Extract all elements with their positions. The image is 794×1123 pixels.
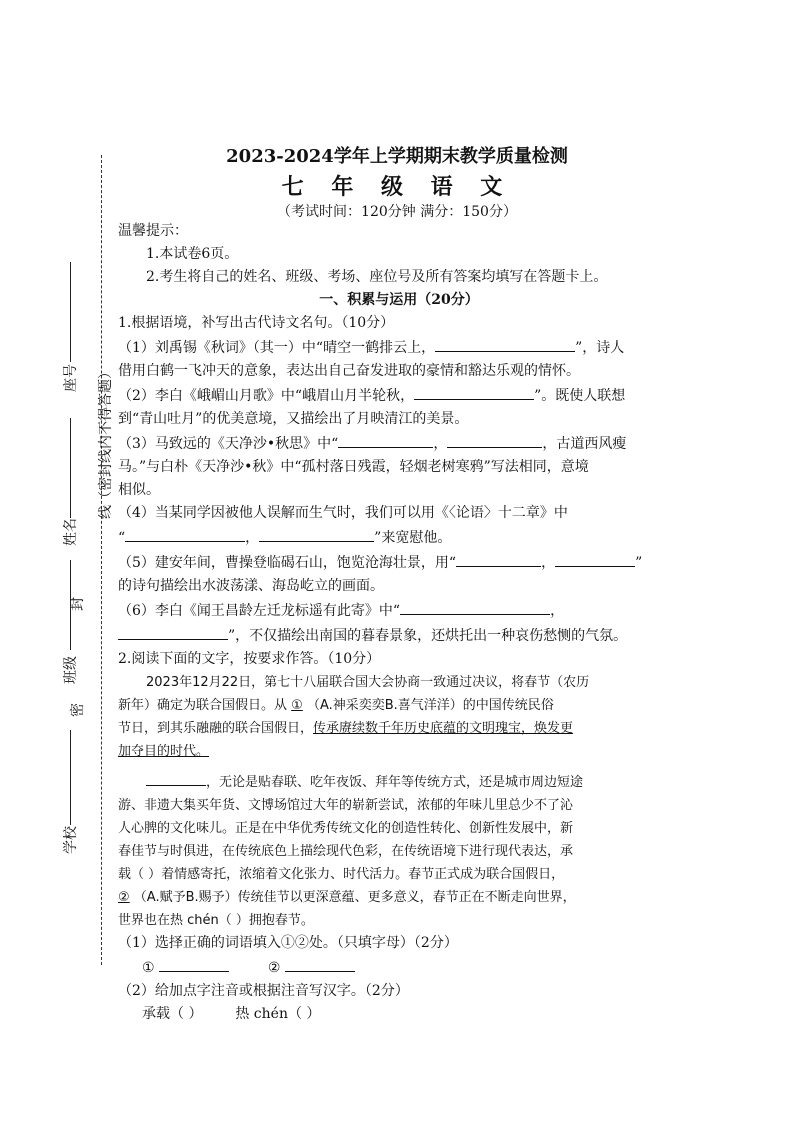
q1-line: （6）李白《闻王昌龄左迁龙标遥有此寄》中“ (118, 603, 401, 619)
passage-line: 世界也在热 chén（ ）拥抱春节。 (118, 913, 314, 928)
subquestion: （1）选择正确的词语填入①②处。（只填字母）（2分） (118, 935, 458, 951)
answer-blank[interactable] (400, 598, 550, 615)
blank-marker-1: ① (291, 698, 303, 713)
reading-passage (118, 671, 680, 932)
q1-line: ” (635, 555, 643, 571)
section-heading: 一、积累与运用（20分） (319, 292, 479, 308)
tip-item: 1.本试卷6页。 (146, 246, 239, 262)
exam-title: 2023-2024学年上学期期末教学质量检测 (226, 146, 568, 167)
q1-line: ”，诗人 (575, 340, 625, 356)
q1-line: ， (550, 603, 565, 619)
answer-blank[interactable] (555, 550, 635, 567)
q1-line: （3）马致远的《天净沙•秋思》中“ (118, 436, 339, 452)
class-label: 班级 (63, 656, 79, 684)
school-blank (70, 730, 71, 825)
answer-blank[interactable] (435, 335, 575, 352)
passage-line: 2023年12月22日，第七十八届联合国大会协商一致通过决议，将春节（农历 (146, 675, 590, 690)
passage-line: （A.神采奕奕B.喜气洋洋）的中国传统民俗 (306, 698, 554, 713)
underlined-sentence: 加夺目的时代。 (118, 744, 210, 759)
q1-line: ，古道西风瘦 (542, 436, 627, 452)
exam-info: （考试时间：120分钟 满分：150分） (277, 204, 517, 220)
passage-line: 人心脾的文化味儿。正是在中华优秀传统文化的创造性转化、创新性发展中，新 (118, 821, 574, 836)
underlined-sentence: 传承赓续数千年历史底蕴的文明瑰宝，焕发更 (313, 721, 574, 736)
q1-line: ”，不仅描绘出南国的暮春景象，还烘托出一种哀伤愁恻的气氛。 (228, 628, 628, 644)
q1-line: （2）李白《峨嵋山月歌》中“峨眉山月半轮秋， (118, 388, 415, 404)
q1-line: ， (433, 436, 448, 452)
q1-line: ”。既使人联想 (534, 388, 626, 404)
subquestion: （2）给加点字注音或根据注音写汉字。（2分） (118, 983, 409, 999)
school-label: 学校 (63, 826, 79, 854)
q1-line: 借用白鹤一飞冲天的意象，表达出自己奋发进取的豪情和豁达乐观的情怀。 (118, 363, 580, 379)
choice-label: ① (142, 960, 155, 976)
passage-line: 游、非遗大集买年货、文博场馆过大年的崭新尝试，浓郁的年味儿里总少不了沁 (118, 798, 574, 813)
q1-line: 到“青山吐月”的优美意境，又描绘出了月映清江的美景。 (118, 411, 469, 427)
answer-blank[interactable] (259, 525, 374, 542)
name-label: 姓名 (63, 518, 79, 546)
answer-blank[interactable] (118, 623, 228, 640)
binding-line (101, 155, 102, 965)
answer-blank[interactable] (285, 955, 355, 972)
question-stem: 2.阅读下面的文字，按要求作答。（10分） (118, 651, 381, 667)
q1-line: “ (118, 530, 126, 546)
binding-note: 线（密封线内不得答题） (98, 365, 114, 519)
q1-line: （4）当某同学因被他人误解而生气时，我们可以用《〈论语〉十二章》中 (118, 505, 568, 521)
pinyin-item: 热 chén（ ） (235, 1006, 321, 1022)
tip-item: 2.考生将自己的姓名、班级、考场、座位号及所有答案均填写在答题卡上。 (146, 269, 608, 285)
answer-blank[interactable] (456, 550, 541, 567)
passage-line: 载（ ）着情感寄托，浓缩着文化张力、时代活力。春节正式成为联合国假日， (118, 867, 565, 882)
q1-line: 相似。 (118, 482, 160, 498)
q1-line: ”来宽慰他。 (374, 530, 452, 546)
blank-marker-2: ② (118, 890, 130, 905)
passage-line: ，无论是贴春联、吃年夜饭、拜年等传统方式，还是城市周边短途 (206, 775, 584, 790)
passage-line: 新年）确定为联合国假日。从 (118, 698, 288, 713)
answer-blank[interactable] (338, 431, 433, 448)
q1-line: （5）建安年间，曹操登临碣石山，饱览沧海壮景，用“ (118, 555, 457, 571)
question-stem: 1.根据语境，补写出古代诗文名句。（10分） (118, 315, 395, 331)
seat-blank (70, 262, 71, 362)
answer-blank[interactable] (125, 525, 245, 542)
secret-label: 密 (70, 703, 86, 717)
tips-heading: 温馨提示： (118, 223, 188, 239)
answer-blank[interactable] (159, 955, 229, 972)
exam-body (118, 220, 680, 1026)
answer-blank[interactable] (414, 383, 534, 400)
pinyin-item: 承载（ ） (142, 1006, 203, 1022)
choice-label: ② (267, 960, 281, 976)
answer-blank[interactable] (447, 431, 542, 448)
q1-line: （1）刘禹锡《秋词》（其一）中“晴空一鹤排云上， (118, 340, 436, 356)
passage-line: （A.赋予B.赐予）传统佳节以更深意蕴、更多意义，春节正在不断走向世界， (133, 890, 576, 905)
seat-label: 座号 (63, 364, 79, 392)
class-blank (70, 560, 71, 650)
q1-line: ， (541, 555, 556, 571)
passage-line: 春佳节与时俱进，在传统底色上描绘现代色彩，在传统语境下进行现代表达，承 (118, 844, 574, 859)
q1-line: ， (245, 530, 260, 546)
q1-line: 马。”与白朴《天净沙•秋》中“孤村落日残霞，轻烟老树寒鸦”写法相同，意境 (118, 459, 589, 475)
answer-blank[interactable] (146, 769, 206, 786)
q1-line: 的诗句描绘出水波荡漾、海岛屹立的画面。 (118, 578, 384, 594)
name-blank (70, 418, 71, 518)
seal-label: 封 (70, 597, 86, 611)
exam-subject: 七 年 级 语 文 (281, 174, 513, 200)
passage-line: 节日，到其乐融融的联合国假日， (118, 721, 314, 736)
